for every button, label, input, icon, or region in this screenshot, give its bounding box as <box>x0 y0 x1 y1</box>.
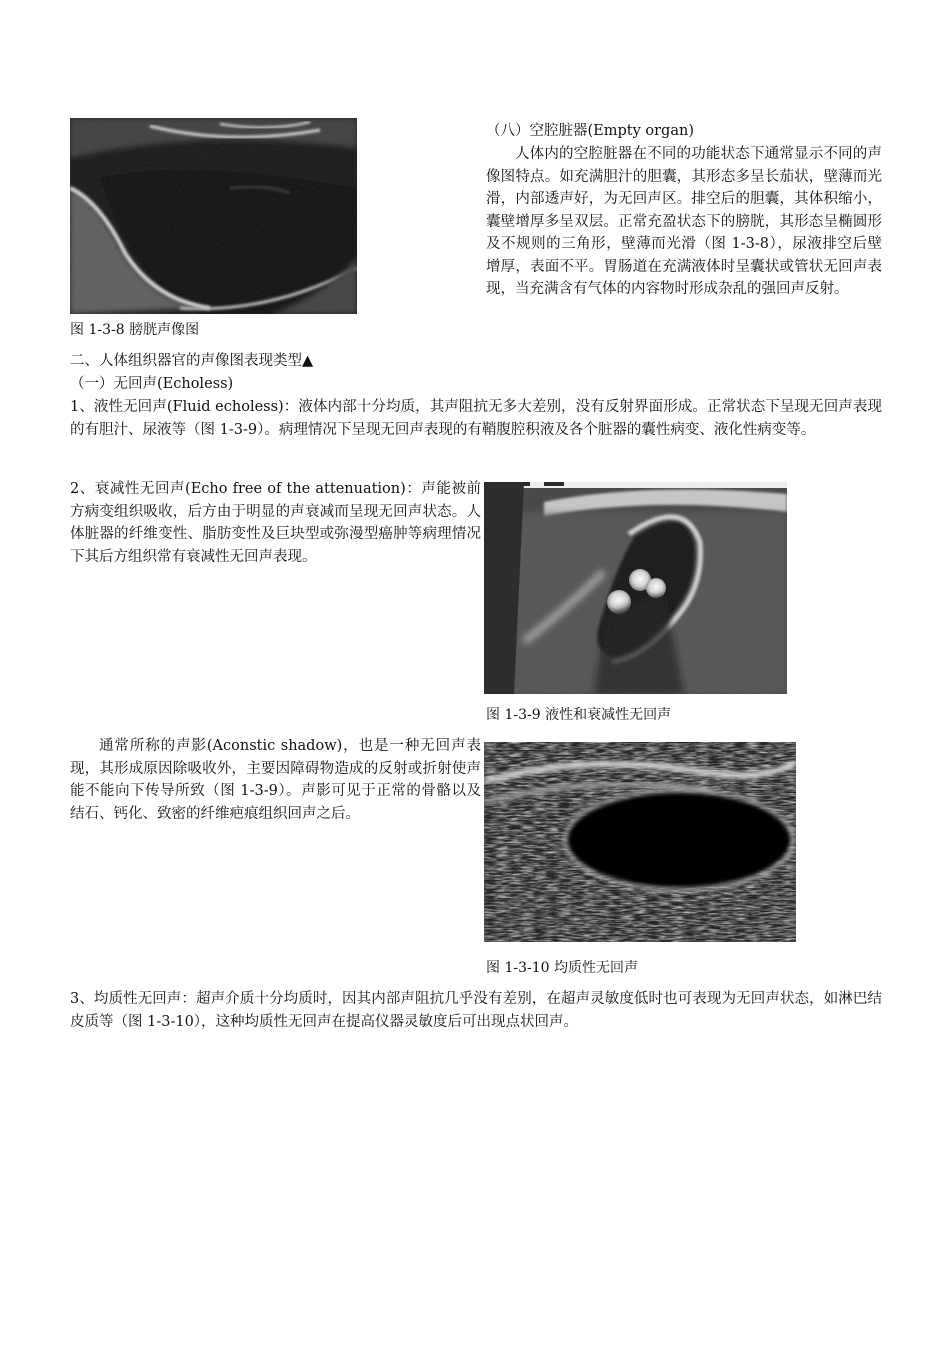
section-heading-echo-types: 二、人体组织器官的声像图表现类型▲ <box>70 353 314 369</box>
paragraph-attenuation-echoless: 2、衰减性无回声(Echo free of the attenuation)：声能被前方病变组织吸收，后方由于明显的声衰减而呈现无回声状态。人体脏器的纤维变性、脂肪变性及巨块型或弥漫型癌肿等病理情况下其后方组织常有衰减性无回声表现。 <box>70 481 481 565</box>
paragraph-acoustic-shadow: 通常所称的声影(Aconstic shadow)，也是一种无回声表现，其形成原因除吸收外，主要因障碍物造成的反射或折射使声能不能向下传导所致（图 1-3-9）。声影可见于正常的骨骼以及结石、钙化、致密的纤维疤痕组织回声之后。 <box>70 738 481 822</box>
bladder-ultrasound-image <box>70 118 357 314</box>
figure-caption-1-3-8: 图 1-3-8 膀胱声像图 <box>70 322 200 338</box>
paragraph-empty-organ: 人体内的空腔脏器在不同的功能状态下通常显示不同的声像图特点。如充满胆汁的胆囊，其形态多呈长茄状，壁薄而光滑，内部透声好，为无回声区。排空后的胆囊，其体积缩小，囊壁增厚多呈双层。正常充盈状态下的膀胱，其形态呈椭圆形及不规则的三角形，壁薄而光滑（图 1-3-8），尿液排空后壁增厚，表面不平。胃肠道在充满液体时呈囊状或管状无回声表现，当充满含有气体的内容物时形成杂乱的强回声反射。 <box>486 146 882 297</box>
gallbladder-ultrasound-image <box>484 482 787 694</box>
figure-caption-1-3-9: 图 1-3-9 液性和衰减性无回声 <box>486 707 672 723</box>
subsection-heading-echoless: （一）无回声(Echoless) <box>70 376 234 392</box>
paragraph-fluid-echoless: 1、液性无回声(Fluid echoless)：液体内部十分均质，其声阻抗无多大差别，没有反射界面形成。正常状态下呈现无回声表现的有胆汁、尿液等（图 1-3-9）。病理情况下呈现无回声表现的有鞘腹腔积液及各个脏器的囊性病变、液化性病变等。 <box>70 399 882 438</box>
lymph-node-ultrasound-image <box>484 742 796 942</box>
section-heading-empty-organ: （八）空腔脏器(Empty organ) <box>486 123 694 139</box>
paragraph-homogeneous-echoless: 3、均质性无回声：超声介质十分均质时，因其内部声阻抗几乎没有差别，在超声灵敏度低时也可表现为无回声状态，如淋巴结皮质等（图 1-3-10），这种均质性无回声在提高仪器灵敏度后可出现点状回声。 <box>70 991 882 1030</box>
figure-caption-1-3-10: 图 1-3-10 均质性无回声 <box>486 960 638 976</box>
